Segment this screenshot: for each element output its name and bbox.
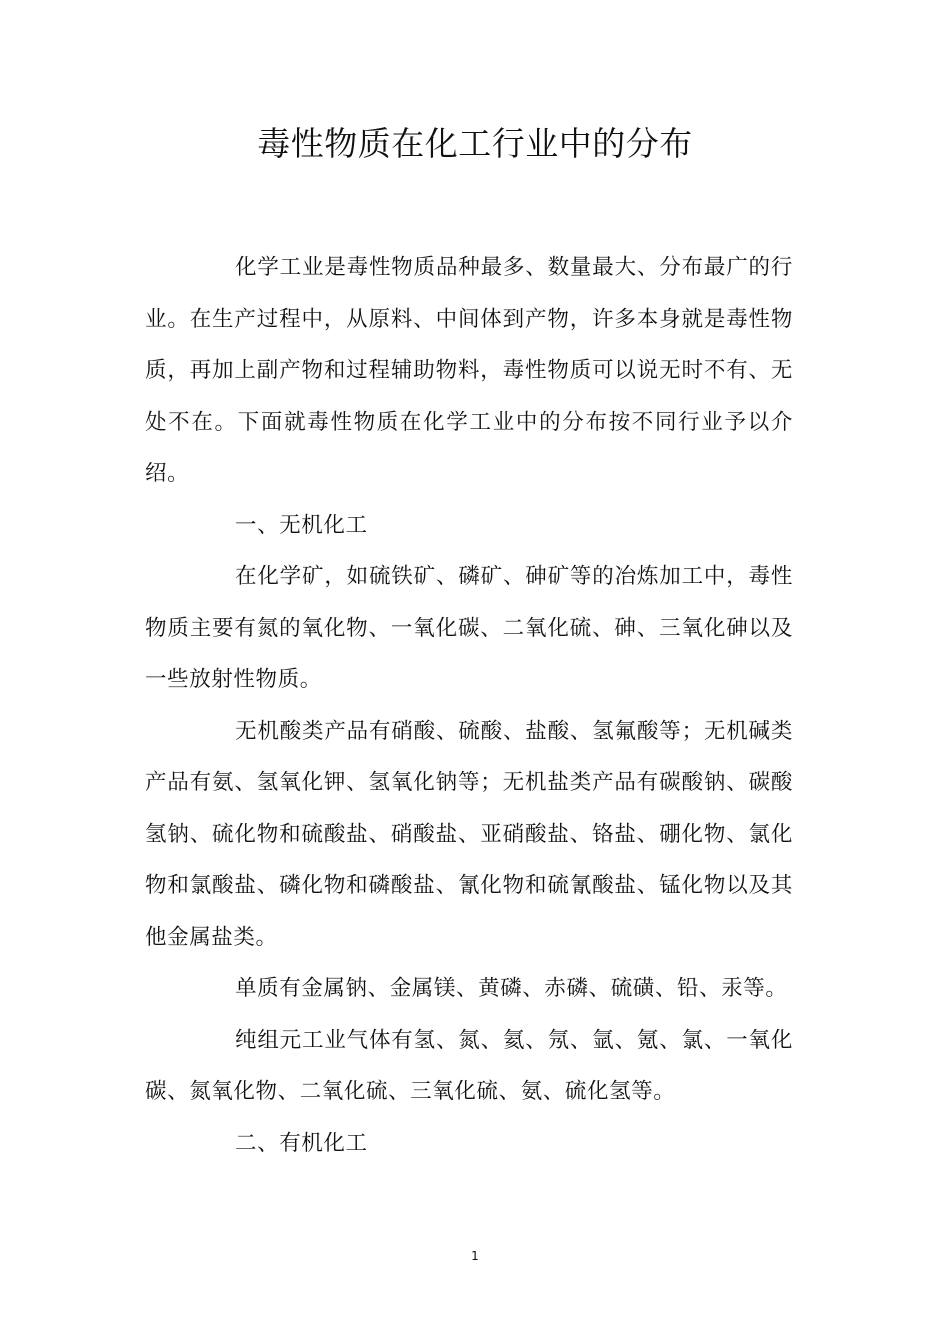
paragraph-intro: 化学工业是毒性物质品种最多、数量最大、分布最广的行业。在生产过程中，从原料、中间体到产物，许多本身就是毒性物质，再加上副产物和过程辅助物料，毒性物质可以说无时不有、无处不在。下面就毒性物质在化学工业中的分布按不同行业予以介绍。 (145, 255, 793, 486)
paragraph-elements: 单质有金属钠、金属镁、黄磷、赤磷、硫磺、铅、汞等。 (235, 976, 788, 1001)
page-number: 1 (471, 1249, 479, 1263)
paragraph-chemical-mining: 在化学矿，如硫铁矿、磷矿、砷矿等的冶炼加工中，毒性物质主要有氮的氧化物、一氧化碳、二氧化硫、砷、三氧化砷以及一些放射性物质。 (145, 564, 793, 692)
paragraph-inorganic-products: 无机酸类产品有硝酸、硫酸、盐酸、氢氟酸等；无机碱类产品有氨、氢氧化钾、氢氧化钠等；无机盐类产品有碳酸钠、碳酸氢钠、硫化物和硫酸盐、硝酸盐、亚硝酸盐、铬盐、硼化物、氯化物和氯酸盐、磷化物和磷酸盐、氰化物和硫氰酸盐、锰化物以及其他金属盐类。 (145, 718, 793, 950)
section-heading-inorganic: 一、无机化工 (235, 512, 368, 538)
paragraph-industrial-gases: 纯组元工业气体有氢、氮、氦、氖、氩、氪、氯、一氧化碳、氮氧化物、二氧化硫、三氧化硫、氨、硫化氢等。 (145, 1027, 793, 1104)
document-body (145, 242, 793, 1169)
document-title: 毒性物质在化工行业中的分布 (257, 124, 693, 163)
section-heading-organic: 二、有机化工 (235, 1130, 368, 1156)
